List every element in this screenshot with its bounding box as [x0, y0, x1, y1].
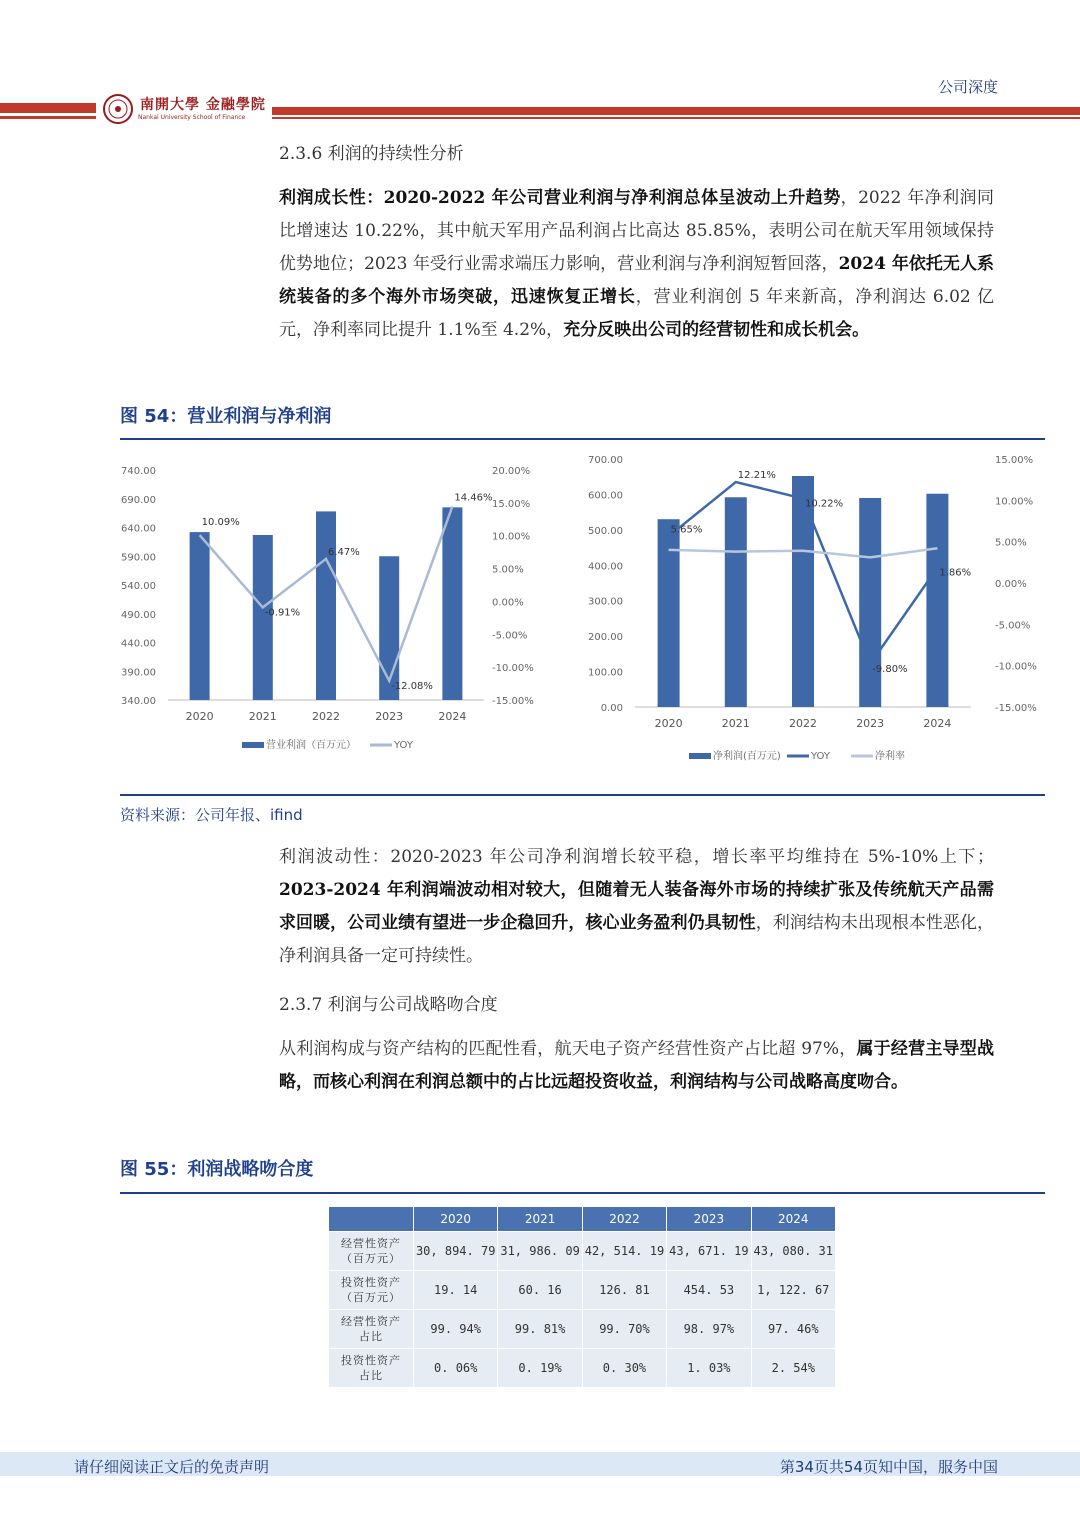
row-label: [329, 1349, 414, 1388]
table-row: [329, 1232, 836, 1271]
left-tick-label: 440.00: [121, 638, 156, 650]
table-header-2023: 2023: [667, 1207, 751, 1232]
table-cell: 97. 46%: [751, 1310, 835, 1349]
figure-54-bottom-rule: [120, 794, 1045, 796]
left-tick-label: 390.00: [121, 667, 156, 679]
logo-subtitle: Nankai University School of Finance: [138, 114, 246, 121]
table-cell: 0. 06%: [414, 1349, 498, 1388]
row-label-line2: （百万元）: [341, 1291, 401, 1304]
para3-bold-1: 属于经营主导型战略，而核心利润在利润总额中的占比远超投资收益，利润结构与公司战略高度吻合。: [279, 1039, 994, 1092]
para2-bold-1: 2023-2024 年利润端波动相对较大，但随着无人装备海外市场的持续扩张及传统航天产品需求回暖，公司业绩有望进一步企稳回升，核心业务盈利仍具韧性: [279, 880, 994, 933]
table-header-row: [329, 1207, 836, 1232]
left-tick-label: 690.00: [121, 494, 156, 506]
header-bar-right: [272, 107, 1080, 115]
para1-bold-1: 利润成长性：2020-2022 年公司营业利润与净利润总体呈波动上升趋势: [279, 188, 841, 208]
right-tick-label: 0.00%: [492, 597, 524, 609]
row-label: [329, 1271, 414, 1310]
figure-54-title: 图 54：营业利润与净利润: [120, 406, 332, 427]
x-tick-label: 2023: [375, 710, 404, 723]
header-bar-left: [0, 103, 96, 113]
table-cell: 2. 54%: [751, 1349, 835, 1388]
right-tick-label: -10.00%: [995, 661, 1037, 673]
row-label-line1: 投资性资产: [341, 1276, 401, 1289]
legend-swatch-bar: [689, 753, 711, 759]
paragraph-profit-growth: [279, 182, 994, 347]
left-tick-label: 0.00: [600, 703, 623, 714]
x-tick-label: 2021: [721, 717, 750, 730]
table-cell: 99. 81%: [498, 1310, 582, 1349]
bar-2020: [190, 532, 210, 700]
yoy-data-label: 1.86%: [939, 567, 972, 579]
yoy-data-label: 14.46%: [454, 492, 493, 504]
section-heading-2-3-7: 2.3.7 利润与公司战略吻合度: [279, 995, 498, 1015]
table-row: [329, 1310, 836, 1349]
para1-text-1: ，2022 年净利润同比增速达 10.22%，其中航天军用产品利润占比高达 85.85%，表明公司在航天军用领域保持优势地位；2023 年受行业需求端压力影响，营业利润与净利润短暂回落，: [279, 188, 994, 274]
paragraph-strategy-fit: [279, 1033, 994, 1099]
legend-label: 营业利润（百万元）: [266, 740, 356, 751]
right-tick-label: 5.00%: [995, 537, 1027, 549]
x-tick-label: 2022: [312, 710, 340, 723]
left-tick-label: 100.00: [588, 667, 623, 679]
yoy-data-label: -0.91%: [264, 607, 301, 619]
bar-2022: [792, 476, 814, 707]
table-row: [329, 1271, 836, 1310]
nankai-seal-icon: [102, 93, 134, 125]
row-label-line2: 占比: [359, 1369, 383, 1382]
legend-label: YOY: [394, 740, 413, 751]
right-tick-label: -10.00%: [492, 663, 534, 675]
paragraph-profit-volatility: [279, 841, 994, 973]
bar-2023: [859, 498, 881, 707]
right-tick-label: 20.00%: [492, 466, 531, 477]
bar-2022: [316, 511, 336, 700]
bar-2021: [725, 497, 747, 707]
para1-bold-2: 2024 年依托无人系统装备的多个海外市场突破，迅速恢复正增长: [279, 254, 994, 307]
figure-54-source: 资料来源：公司年报、ifind: [120, 806, 303, 824]
table-cell: 42, 514. 19: [582, 1232, 666, 1271]
right-tick-label: 15.00%: [995, 455, 1034, 466]
left-tick-label: 500.00: [588, 525, 623, 537]
chart-operating-profit: [120, 450, 540, 770]
left-tick-label: 300.00: [588, 596, 623, 608]
left-tick-label: 540.00: [121, 581, 156, 592]
para1-bold-3: 充分反映出公司的经营韧性和成长机会。: [563, 320, 870, 340]
left-tick-label: 700.00: [588, 455, 623, 466]
table-cell: 126. 81: [582, 1271, 666, 1310]
right-tick-label: 0.00%: [995, 579, 1027, 590]
table-cell: 99. 70%: [582, 1310, 666, 1349]
x-tick-label: 2022: [789, 717, 817, 730]
legend-label: 净利率: [875, 751, 905, 762]
report-category: 公司深度: [937, 78, 998, 96]
strategy-fit-table: [328, 1206, 836, 1388]
table-header-2024: 2024: [751, 1207, 835, 1232]
table-cell: 99. 94%: [414, 1310, 498, 1349]
yoy-data-label: 5.65%: [670, 524, 703, 536]
x-tick-label: 2020: [185, 710, 214, 723]
left-tick-label: 340.00: [121, 696, 156, 707]
right-tick-label: 10.00%: [492, 531, 531, 543]
para2-text-1: 利润波动性：2020-2023 年公司净利润增长较平稳，增长率平均维持在 5%-10%上下；: [279, 847, 994, 867]
left-tick-label: 400.00: [588, 561, 623, 573]
table-cell: 31, 986. 09: [498, 1232, 582, 1271]
bar-2024: [442, 507, 462, 700]
legend-label: 净利润(百万元): [713, 751, 781, 762]
x-tick-label: 2023: [856, 717, 885, 730]
yoy-data-label: 6.47%: [328, 546, 360, 558]
bar-2024: [926, 494, 948, 707]
right-tick-label: -5.00%: [492, 630, 528, 642]
row-label: [329, 1310, 414, 1349]
figure-54-top-rule: [120, 438, 1045, 440]
right-tick-label: -5.00%: [995, 620, 1031, 632]
table-cell: 0. 30%: [582, 1349, 666, 1388]
table-cell: 98. 97%: [667, 1310, 751, 1349]
section-heading-2-3-6: 2.3.6 利润的持续性分析: [279, 144, 464, 164]
table-cell: 454. 53: [667, 1271, 751, 1310]
right-tick-label: 10.00%: [995, 496, 1034, 508]
table-cell: 43, 080. 31: [751, 1232, 835, 1271]
footer-disclaimer: 请仔细阅读正文后的免责声明: [74, 1458, 270, 1476]
table-cell: 19. 14: [414, 1271, 498, 1310]
x-tick-label: 2021: [248, 710, 277, 723]
yoy-data-label: -12.08%: [391, 680, 433, 692]
table-header-2020: 2020: [414, 1207, 498, 1232]
x-tick-label: 2024: [438, 710, 467, 723]
table-cell: 1. 03%: [667, 1349, 751, 1388]
header-bar-left-thin: [0, 116, 96, 119]
right-tick-label: 15.00%: [492, 498, 531, 510]
figure-55-title: 图 55：利润战略吻合度: [120, 1159, 314, 1180]
row-label-line1: 经营性资产: [341, 1315, 401, 1328]
table-row: [329, 1349, 836, 1388]
table-cell: 30, 894. 79: [414, 1232, 498, 1271]
left-tick-label: 740.00: [121, 466, 156, 477]
row-label-line2: （百万元）: [341, 1252, 401, 1265]
yoy-data-label: 10.22%: [805, 498, 844, 510]
yoy-data-label: 10.09%: [201, 517, 240, 529]
table-header-2021: 2021: [498, 1207, 582, 1232]
chart-net-profit: [575, 445, 1045, 775]
bar-2020: [658, 519, 680, 707]
yoy-data-label: -9.80%: [872, 664, 908, 676]
table-cell: 1, 122. 67: [751, 1271, 835, 1310]
table-corner-cell: [329, 1207, 414, 1232]
table-cell: 43, 671. 19: [667, 1232, 751, 1271]
row-label-line1: 经营性资产: [341, 1237, 401, 1250]
left-tick-label: 200.00: [588, 632, 623, 644]
row-label: [329, 1232, 414, 1271]
right-tick-label: -15.00%: [995, 703, 1037, 714]
row-label-line2: 占比: [359, 1330, 383, 1343]
left-tick-label: 640.00: [121, 523, 156, 535]
legend-label: YOY: [811, 751, 830, 762]
table-header-2022: 2022: [582, 1207, 666, 1232]
figure-55-top-rule: [120, 1192, 1045, 1194]
x-tick-label: 2020: [654, 717, 683, 730]
right-tick-label: -15.00%: [492, 696, 534, 707]
header-bar-right-thin: [272, 117, 1080, 119]
para1-text-2: ，营业利润创 5 年来新高，净利润达 6.02 亿元，净利率同比提升 1.1%至 4.2%，: [279, 287, 994, 340]
legend-swatch-bar: [242, 742, 264, 748]
table-cell: 0. 19%: [498, 1349, 582, 1388]
left-tick-label: 590.00: [121, 552, 156, 564]
footer-page-info: 第34页共54页知中国，服务中国: [779, 1458, 998, 1476]
right-tick-label: 5.00%: [492, 564, 524, 576]
para3-text-1: 从利润构成与资产结构的匹配性看，航天电子资产经营性资产占比超 97%，: [279, 1039, 857, 1059]
logo-text: 南開大學 金融學院: [140, 97, 266, 113]
left-tick-label: 490.00: [121, 609, 156, 621]
para2-text-2: ，利润结构未出现根本性恶化，净利润具备一定可持续性。: [279, 913, 995, 966]
x-tick-label: 2024: [923, 717, 952, 730]
row-label-line1: 投资性资产: [341, 1354, 401, 1367]
table-cell: 60. 16: [498, 1271, 582, 1310]
left-tick-label: 600.00: [588, 490, 623, 502]
yoy-data-label: 12.21%: [737, 470, 776, 482]
